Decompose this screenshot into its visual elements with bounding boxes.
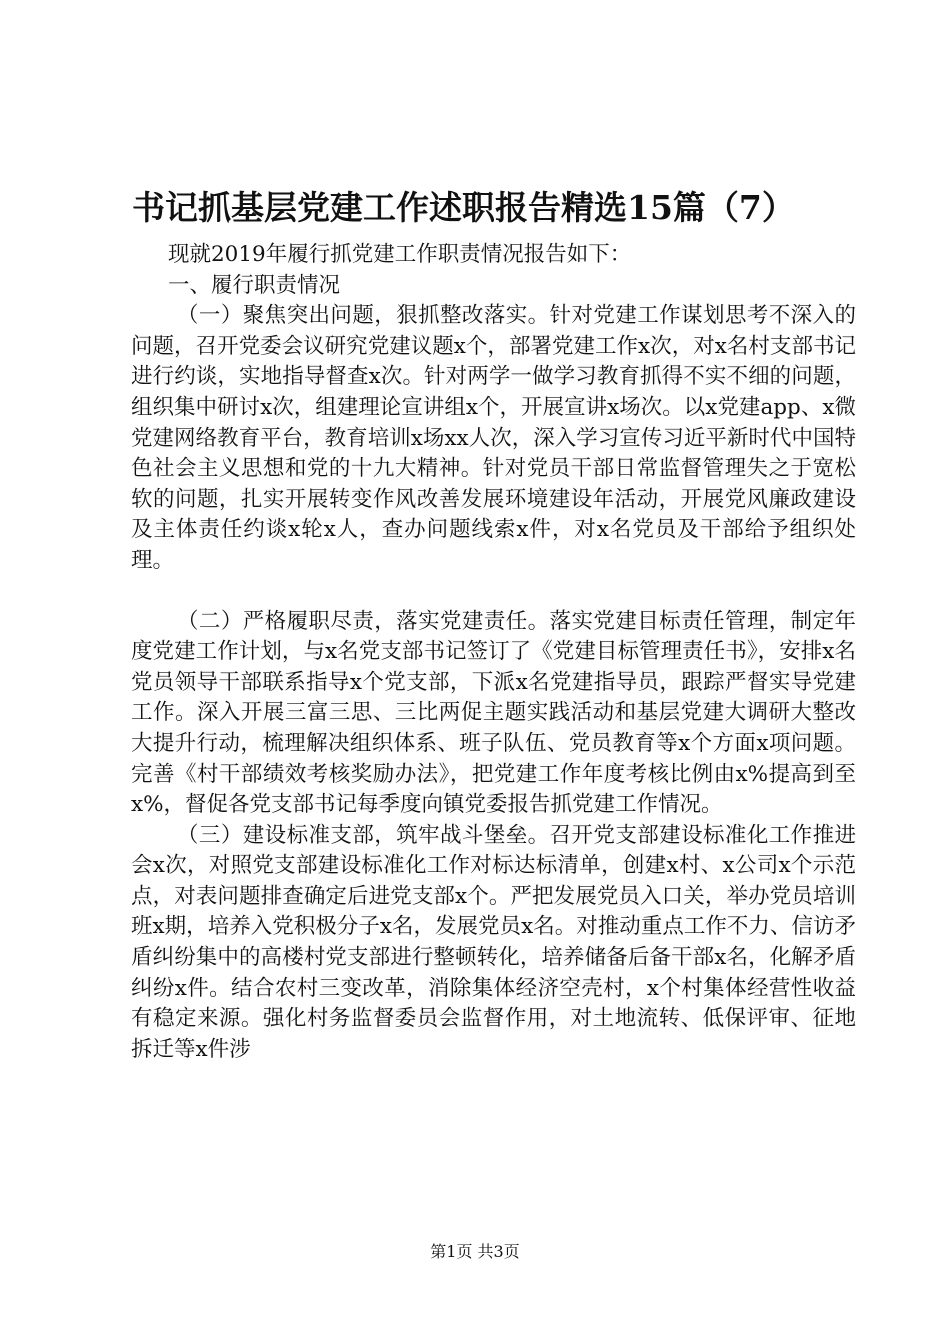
paragraph-3: （三）建设标准支部，筑牢战斗堡垒。召开党支部建设标准化工作推进会x次，对照党支部建设标准化工作对标达标清单，创建x村、x公司x个示范点，对表问题排查确定后进党支部x个。严把发展党员入口关，举办党员培训班x期，培养入党积极分子x名，发展党员x名。对推动重点工作不力、信访矛盾纠纷集中的高楼村党支部进行整顿转化，培养储备后备干部x名，化解矛盾纠纷x件。结合农村三变改革，消除集体经济空壳村，x个村集体经营性收益有稳定来源。强化村务监督委员会监督作用，对土地流转、低保评审、征地拆迁等x件涉	[131, 822, 856, 1062]
section-heading: 一、履行职责情况	[168, 272, 341, 298]
paragraph-1: （一）聚焦突出问题，狠抓整改落实。针对党建工作谋划思考不深入的问题，召开党委会议研究党建议题x个，部署党建工作x次，对x名村支部书记进行约谈，实地指导督查x次。针对两学一做学习教育抓得不实不细的问题，组织集中研讨x次，组建理论宣讲组x个，开展宣讲x场次。以x党建app、x微党建网络教育平台，教育培训x场xx人次，深入学习宣传习近平新时代中国特色社会主义思想和党的十九大精神。针对党员干部日常监督管理失之于宽松软的问题，扎实开展转变作风改善发展环境建设年活动，开展党风廉政建设及主体责任约谈x轮x人，查办问题线索x件，对x名党员及干部给予组织处理。	[131, 303, 856, 573]
paragraph-2: （二）严格履职尽责，落实党建责任。落实党建目标责任管理，制定年度党建工作计划，与x名党支部书记签订了《党建目标管理责任书》，安排x名党员领导干部联系指导x个党支部，下派x名党建指导员，跟踪严督实导党建工作。深入开展三富三思、三比两促主题实践活动和基层党建大调研大整改大提升行动，梳理解决组织体系、班子队伍、党员教育等x个方面x项问题。完善《村干部绩效考核奖励办法》，把党建工作年度考核比例由x%提高到至x%，督促各党支部书记每季度向镇党委报告抓党建工作情况。	[131, 608, 856, 818]
document-title: 书记抓基层党建工作述职报告精选15篇（7）	[132, 188, 795, 227]
intro-paragraph: 现就2019年履行抓党建工作职责情况报告如下：	[168, 242, 632, 267]
page-footer: 第1页 共3页	[430, 1242, 520, 1261]
document-body	[131, 240, 856, 1065]
